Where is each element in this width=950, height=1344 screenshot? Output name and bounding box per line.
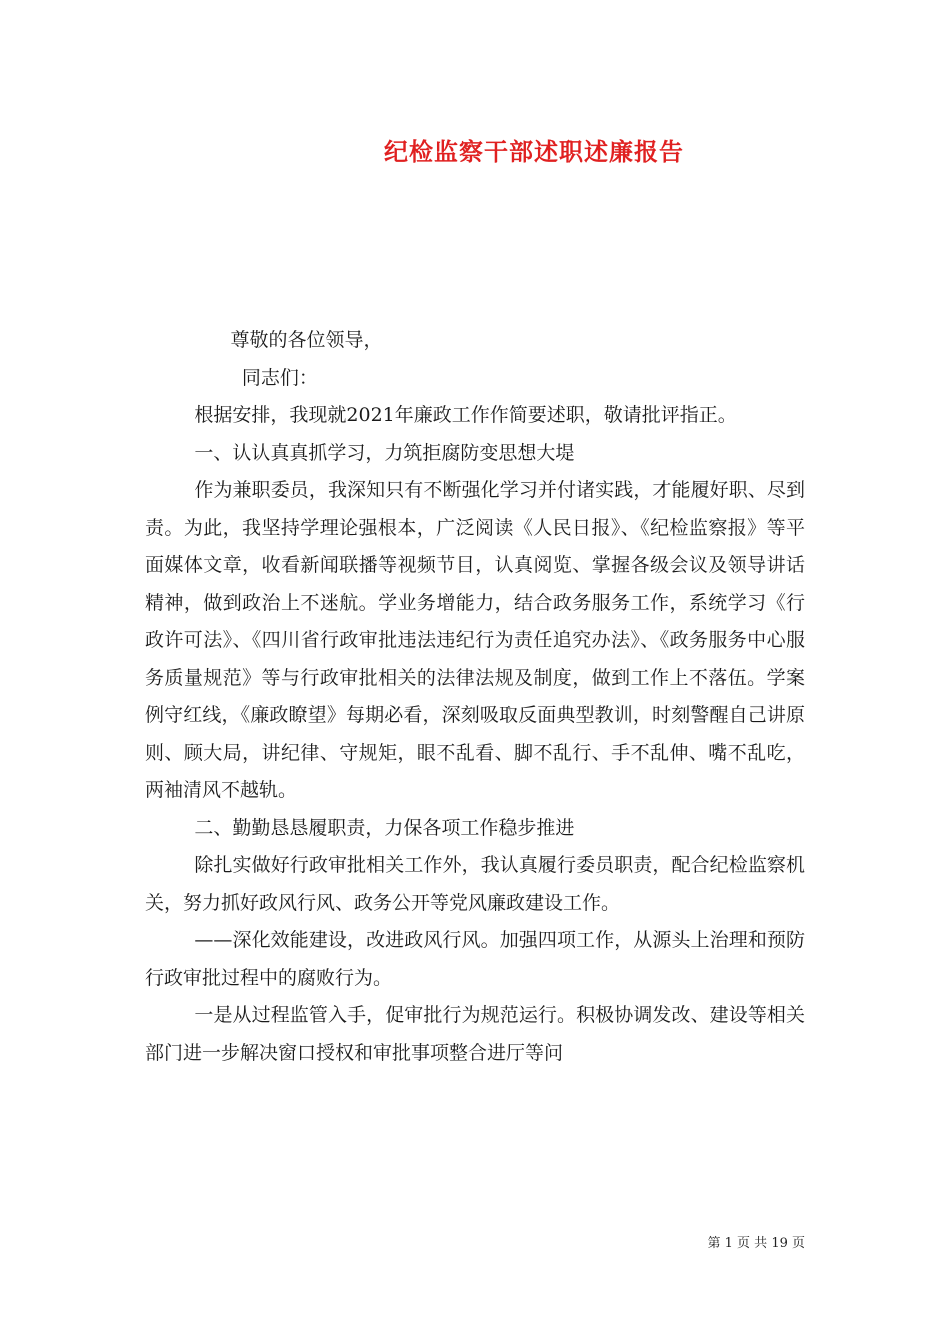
section-heading-2: 二、勤勤恳恳履职责，力保各项工作稳步推进 bbox=[194, 816, 575, 839]
paragraph-supervision: 一是从过程监管入手，促审批行为规范运行。积极协调发改、建设等相关部门进一步解决窗口授权和审批事项整合进厅等问 bbox=[145, 1004, 805, 1064]
page-number-footer: 第 1 页 共 19 页 bbox=[707, 1236, 805, 1251]
document-body bbox=[145, 322, 805, 1072]
paragraph-intro: 根据安排，我现就2021年廉政工作作简要述职，敬请批评指正。 bbox=[194, 404, 737, 426]
document-title: 纪检监察干部述职述廉报告 bbox=[384, 137, 684, 166]
paragraph-study: 作为兼职委员，我深知只有不断强化学习并付诸实践，才能履好职、尽到责。为此，我坚持学理论强根本，广泛阅读《人民日报》、《纪检监察报》等平面媒体文章，收看新闻联播等视频节目，认真阅览、掌握各级会议及领导讲话精神，做到政治上不迷航。学业务增能力，结合政务服务工作，系统学习《行政许可法》、《四川省行政审批违法违纪行为责任追究办法》、《政务服务中心服务质量规范》等与行政审批相关的法律法规及制度，做到工作上不落伍。学案例守红线，《廉政瞭望》每期必看，深刻吸取反面典型教训，时刻警醒自己讲原则、顾大局，讲纪律、守规矩，眼不乱看、脚不乱行、手不乱伸、嘴不乱吃，两袖清风不越轨。 bbox=[145, 479, 805, 801]
paragraph-efficiency: ——深化效能建设，改进政风行风。加强四项工作，从源头上治理和预防行政审批过程中的腐败行为。 bbox=[145, 929, 805, 989]
paragraph-duties: 除扎实做好行政审批相关工作外，我认真履行委员职责，配合纪检监察机关，努力抓好政风行风、政务公开等党风廉政建设工作。 bbox=[145, 854, 805, 914]
section-heading-1: 一、认认真真抓学习，力筑拒腐防变思想大堤 bbox=[194, 441, 575, 464]
salutation-line: 尊敬的各位领导， bbox=[230, 329, 383, 351]
salutation-line-2: 同志们： bbox=[241, 366, 318, 389]
